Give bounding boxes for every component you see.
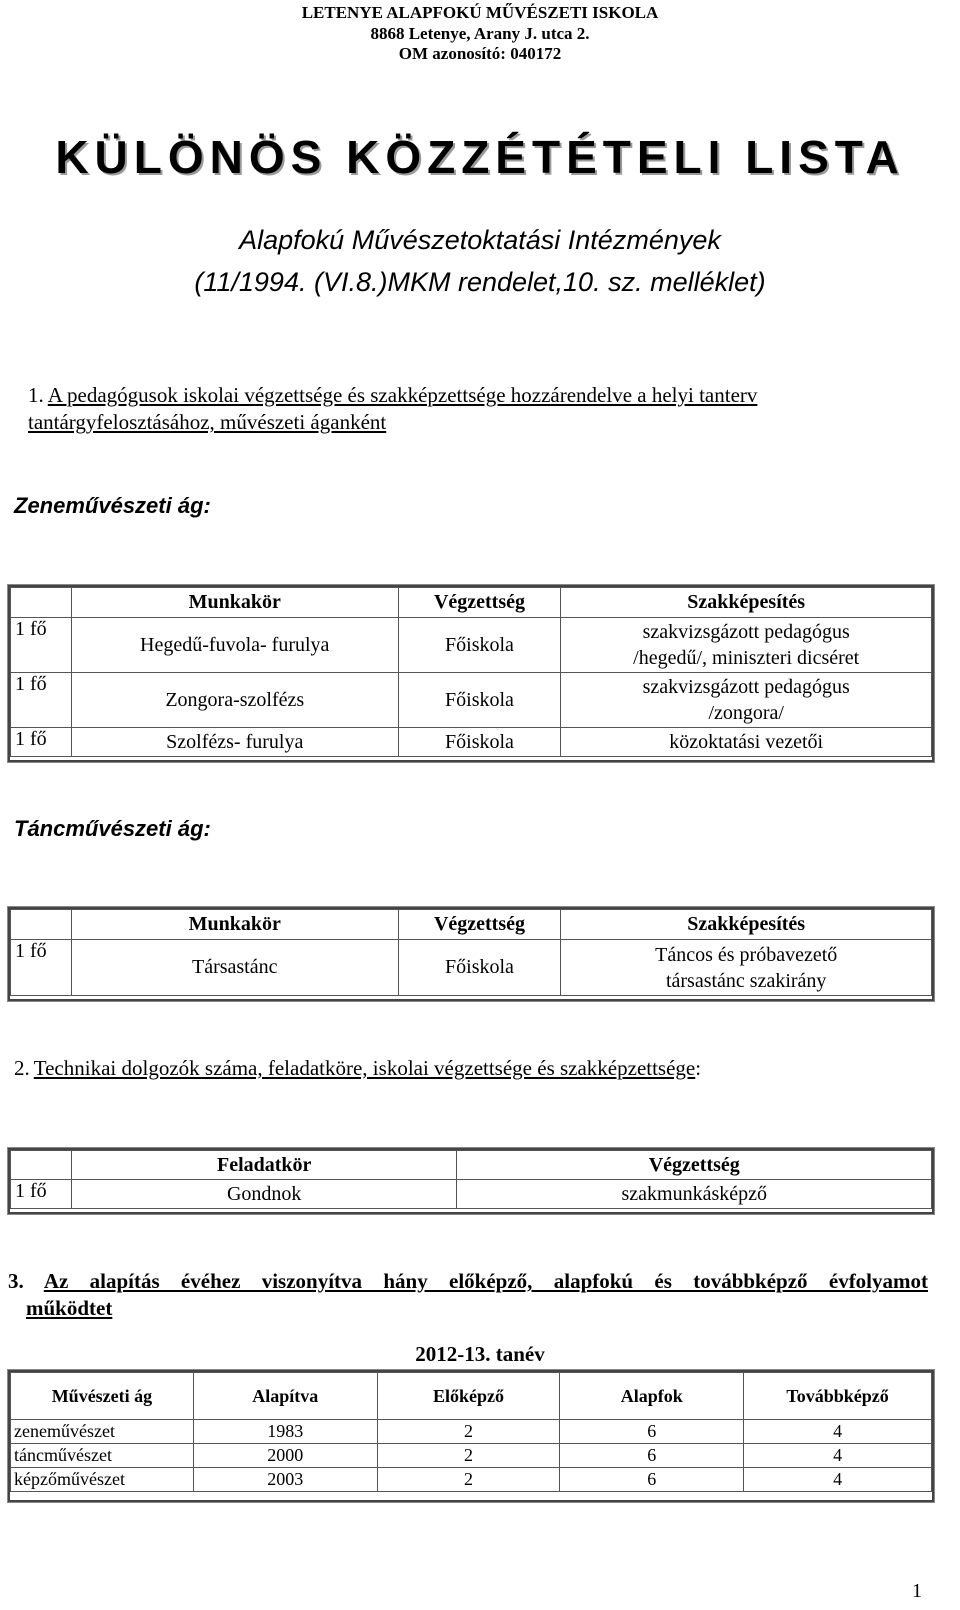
om-id: OM azonosító: 040172 — [398, 44, 562, 63]
staff-header-row — [11, 1151, 932, 1180]
section-1-title-line-2: tantárgyfelosztásához, művészeti áganként — [28, 410, 387, 434]
music-branch-heading: Zeneművészeti ág: — [14, 493, 211, 518]
staff-header-degree: Végzettség — [457, 1151, 932, 1180]
preparatory-cell: 2 — [377, 1468, 560, 1492]
section-2-heading — [14, 1056, 934, 1081]
subtitle-line-2: (11/1994. (VI.8.)MKM rendelet,10. sz. melléklet) — [194, 267, 766, 297]
qualification-cell — [561, 940, 932, 996]
subtitle-line-1: Alapfokú Művészetoktatási Intézmények — [239, 225, 721, 255]
founded-cell: 2003 — [193, 1468, 377, 1492]
preparatory-cell: 2 — [377, 1444, 560, 1468]
qualification-line-2: /hegedű/, miniszteri dicséret — [633, 647, 860, 669]
table-row — [11, 1420, 932, 1444]
degree-cell: Főiskola — [398, 618, 561, 673]
branch-cell: képzőművészet — [11, 1468, 194, 1492]
table-row — [11, 618, 932, 673]
section-3-heading — [8, 1269, 928, 1294]
degree-cell: Főiskola — [398, 728, 561, 757]
grades-header-basic: Alapfok — [560, 1373, 744, 1420]
qualification-line-1: szakvizsgázott pedagógus — [642, 676, 850, 698]
section-1-number: 1. — [28, 383, 44, 407]
section-3-title-line-1: Az alapítás évéhez viszonyítva hány előképző, alapfokú és továbbképző évfolyamot — [43, 1269, 929, 1293]
founded-cell: 1983 — [193, 1420, 377, 1444]
dance-header-row — [11, 910, 932, 940]
dance-header-degree: Végzettség — [398, 910, 561, 940]
advanced-cell: 4 — [744, 1444, 932, 1468]
page-number: 1 — [912, 1580, 922, 1602]
dance-header-empty — [11, 910, 72, 940]
music-header-degree: Végzettség — [398, 588, 561, 618]
table-row — [11, 673, 932, 728]
school-name: LETENYE ALAPFOKÚ MŰVÉSZETI ISKOLA — [301, 3, 659, 22]
branch-cell: zeneművészet — [11, 1420, 194, 1444]
music-header-job: Munkakör — [71, 588, 398, 618]
qualification-line-2: társastánc szakirány — [665, 969, 827, 992]
qty-cell: 1 fő — [11, 940, 72, 996]
document-title: KÜLÖNÖS KÖZZÉTÉTELI LISTA — [55, 131, 905, 183]
job-cell: Hegedű-fuvola- furulya — [71, 618, 398, 673]
founded-cell: 2000 — [193, 1444, 377, 1468]
job-cell: Társastánc — [71, 940, 398, 996]
staff-table — [10, 1150, 932, 1209]
qty-cell: 1 fő — [11, 673, 72, 728]
degree-cell: szakmunkásképző — [457, 1180, 932, 1209]
degree-cell: Főiskola — [398, 940, 561, 996]
staff-header-task: Feladatkör — [71, 1151, 457, 1180]
music-header-row — [11, 588, 932, 618]
music-header-empty — [11, 588, 72, 618]
section-3-number: 3. — [8, 1269, 24, 1293]
staff-header-empty — [11, 1151, 72, 1180]
music-header-qualification: Szakképesítés — [561, 588, 932, 618]
grades-header-founded: Alapítva — [193, 1373, 377, 1420]
section-2-number: 2. — [14, 1056, 30, 1080]
task-cell: Gondnok — [71, 1180, 457, 1209]
dance-header-qualification: Szakképesítés — [561, 910, 932, 940]
basic-cell: 6 — [560, 1468, 744, 1492]
branch-cell: táncművészet — [11, 1444, 194, 1468]
table-row — [11, 940, 932, 996]
section-3-title-line-2: működtet — [26, 1296, 113, 1320]
advanced-cell: 4 — [744, 1468, 932, 1492]
qty-cell: 1 fő — [11, 728, 72, 757]
school-address: 8868 Letenye, Arany J. utca 2. — [370, 24, 590, 43]
table-row — [11, 1180, 932, 1209]
table-row — [11, 1468, 932, 1492]
dance-table — [10, 909, 932, 996]
qualification-line-1: Táncos és próbavezető — [655, 943, 838, 966]
music-table — [10, 587, 932, 757]
job-cell: Zongora-szolfézs — [71, 673, 398, 728]
basic-cell: 6 — [560, 1420, 744, 1444]
grades-header-branch: Művészeti ág — [11, 1373, 194, 1420]
grades-table — [10, 1372, 932, 1492]
grades-header-preparatory: Előképző — [377, 1373, 560, 1420]
section-1-title-line-1: A pedagógusok iskolai végzettsége és szakképzettsége hozzárendelve a helyi tanterv — [47, 383, 758, 407]
basic-cell: 6 — [560, 1444, 744, 1468]
qty-cell: 1 fő — [11, 1180, 72, 1209]
qualification-line-2: /zongora/ — [708, 702, 784, 724]
table-row — [11, 728, 932, 757]
school-year: 2012-13. tanév — [415, 1342, 545, 1366]
qualification-cell — [561, 618, 932, 673]
dance-header-job: Munkakör — [71, 910, 398, 940]
section-1-heading — [28, 383, 938, 408]
section-2-title: Technikai dolgozók száma, feladatköre, iskolai végzettsége és szakképzettsége — [33, 1056, 696, 1080]
section-2-colon: : — [695, 1056, 702, 1080]
qty-cell: 1 fő — [11, 618, 72, 673]
qualification-line-1: szakvizsgázott pedagógus — [642, 621, 850, 643]
grades-header-row — [11, 1373, 932, 1420]
table-row — [11, 1444, 932, 1468]
qualification-cell: közoktatási vezetői — [561, 728, 932, 757]
degree-cell: Főiskola — [398, 673, 561, 728]
dance-branch-heading: Táncművészeti ág: — [14, 816, 211, 841]
preparatory-cell: 2 — [377, 1420, 560, 1444]
job-cell: Szolfézs- furulya — [71, 728, 398, 757]
advanced-cell: 4 — [744, 1420, 932, 1444]
grades-header-advanced: Továbbképző — [744, 1373, 932, 1420]
qualification-cell — [561, 673, 932, 728]
